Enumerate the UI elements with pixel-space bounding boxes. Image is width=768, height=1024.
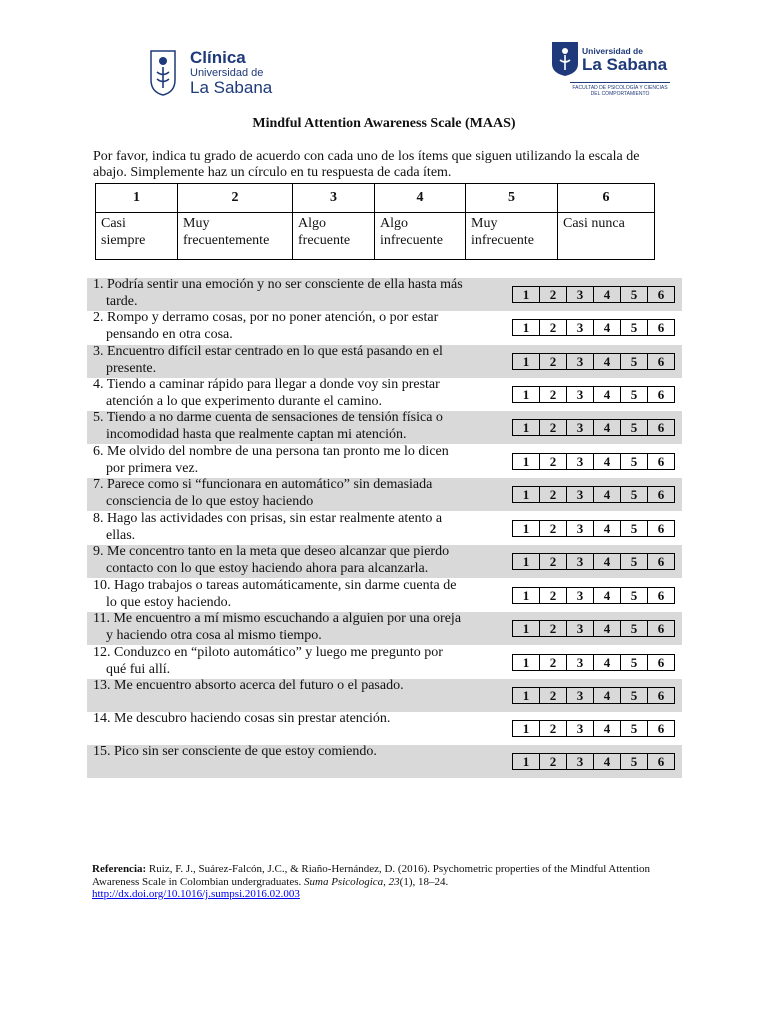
scale-number: 1 bbox=[96, 184, 178, 213]
response-option-3[interactable]: 3 bbox=[567, 655, 594, 671]
shield-icon bbox=[150, 50, 176, 96]
response-boxes bbox=[512, 353, 675, 370]
response-option-6[interactable]: 6 bbox=[648, 454, 675, 470]
response-option-3[interactable]: 3 bbox=[567, 621, 594, 637]
question-line: Podría sentir una emoción y no ser consciente de ella hasta más bbox=[107, 277, 463, 292]
question-line: Me encuentro absorto acerca del futuro o el pasado. bbox=[114, 678, 404, 693]
question-text bbox=[93, 645, 508, 678]
response-option-5[interactable]: 5 bbox=[621, 554, 648, 570]
question-line: presente. bbox=[106, 360, 157, 376]
question-text bbox=[93, 444, 508, 477]
response-option-6[interactable]: 6 bbox=[648, 588, 675, 604]
question-text bbox=[93, 711, 508, 728]
scale-number: 3 bbox=[293, 184, 375, 213]
question-line: 9. bbox=[93, 544, 104, 559]
question-row bbox=[87, 378, 682, 411]
crest-icon bbox=[552, 42, 578, 76]
response-option-2[interactable]: 2 bbox=[540, 688, 567, 704]
question-line: pensando en otra cosa. bbox=[106, 326, 233, 342]
response-boxes bbox=[512, 587, 675, 604]
scale-number: 4 bbox=[375, 184, 466, 213]
response-boxes bbox=[512, 687, 675, 704]
response-option-6[interactable]: 6 bbox=[648, 554, 675, 570]
question-line: 13. bbox=[93, 678, 111, 693]
question-row bbox=[87, 745, 682, 778]
reference-label: Referencia: bbox=[92, 863, 147, 875]
response-boxes bbox=[512, 620, 675, 637]
response-option-6[interactable]: 6 bbox=[648, 754, 675, 770]
response-option-1[interactable]: 1 bbox=[513, 287, 540, 303]
logo-left-line3: La Sabana bbox=[190, 78, 273, 97]
question-text bbox=[93, 544, 508, 577]
response-option-1[interactable]: 1 bbox=[513, 320, 540, 336]
response-option-4[interactable]: 4 bbox=[594, 487, 621, 503]
response-option-5[interactable]: 5 bbox=[621, 287, 648, 303]
question-text bbox=[93, 744, 508, 761]
response-option-3[interactable]: 3 bbox=[567, 487, 594, 503]
response-option-2[interactable]: 2 bbox=[540, 521, 567, 537]
response-option-4[interactable]: 4 bbox=[594, 521, 621, 537]
question-row bbox=[87, 445, 682, 478]
response-boxes bbox=[512, 753, 675, 770]
response-option-3[interactable]: 3 bbox=[567, 287, 594, 303]
response-option-4[interactable]: 4 bbox=[594, 320, 621, 336]
doi-link[interactable]: http://dx.doi.org/10.1016/j.sumpsi.2016.02.003 bbox=[92, 888, 300, 900]
question-text bbox=[93, 477, 508, 510]
question-row bbox=[87, 278, 682, 311]
response-option-5[interactable]: 5 bbox=[621, 320, 648, 336]
response-option-3[interactable]: 3 bbox=[567, 454, 594, 470]
response-option-5[interactable]: 5 bbox=[621, 688, 648, 704]
response-option-3[interactable]: 3 bbox=[567, 320, 594, 336]
question-line: contacto con lo que estoy haciendo ahora para alcanzarla. bbox=[106, 560, 429, 576]
response-option-2[interactable]: 2 bbox=[540, 320, 567, 336]
question-line: Hago las actividades con prisas, sin estar realmente atento a bbox=[107, 511, 443, 526]
response-option-3[interactable]: 3 bbox=[567, 420, 594, 436]
response-option-2[interactable]: 2 bbox=[540, 655, 567, 671]
response-option-6[interactable]: 6 bbox=[648, 487, 675, 503]
logo-left-line1: Clínica bbox=[190, 48, 246, 67]
question-row bbox=[87, 712, 682, 745]
question-text bbox=[93, 310, 508, 343]
question-line: Me descubro haciendo cosas sin prestar atención. bbox=[114, 711, 391, 726]
response-option-2[interactable]: 2 bbox=[540, 354, 567, 370]
response-option-1[interactable]: 1 bbox=[513, 754, 540, 770]
scale-number: 6 bbox=[558, 184, 655, 213]
response-option-4[interactable]: 4 bbox=[594, 354, 621, 370]
response-option-2[interactable]: 2 bbox=[540, 454, 567, 470]
question-text bbox=[93, 344, 508, 377]
logo-divider bbox=[570, 82, 670, 83]
logo-right-line3: FACULTAD DE PSICOLOGÍA Y CIENCIAS DEL COMPORTAMIENTO bbox=[572, 85, 668, 97]
question-line: 5. bbox=[93, 410, 104, 425]
response-option-1[interactable]: 1 bbox=[513, 454, 540, 470]
question-line: 3. bbox=[93, 344, 104, 359]
response-option-4[interactable]: 4 bbox=[594, 721, 621, 737]
question-line: Me concentro tanto en la meta que deseo alcanzar que pierdo bbox=[107, 544, 450, 559]
question-line: 7. bbox=[93, 477, 104, 492]
question-line: Hago trabajos o tareas automáticamente, sin darme cuenta de bbox=[114, 578, 457, 593]
logo-left-line2: Universidad de bbox=[190, 67, 264, 79]
response-option-5[interactable]: 5 bbox=[621, 387, 648, 403]
response-option-4[interactable]: 4 bbox=[594, 387, 621, 403]
question-text bbox=[93, 511, 508, 544]
instructions: Por favor, indica tu grado de acuerdo con cada uno de los ítems que siguen utilizando la escala de abajo. Simplemente haz un círculo en tu respuesta de cada ítem. bbox=[93, 149, 640, 180]
response-option-2[interactable]: 2 bbox=[540, 287, 567, 303]
response-option-2[interactable]: 2 bbox=[540, 554, 567, 570]
question-line: 4. bbox=[93, 377, 104, 392]
question-line: Tiendo a no darme cuenta de sensaciones de tensión física o bbox=[106, 410, 443, 425]
question-line: ellas. bbox=[106, 527, 136, 543]
question-line: Conduzco en “piloto automático” y luego me pregunto por bbox=[114, 645, 443, 660]
question-text bbox=[93, 377, 508, 410]
response-option-4[interactable]: 4 bbox=[594, 454, 621, 470]
response-boxes bbox=[512, 654, 675, 671]
response-boxes bbox=[512, 286, 675, 303]
question-line: atención a lo que experimento durante el camino. bbox=[106, 393, 383, 409]
response-boxes bbox=[512, 520, 675, 537]
response-option-4[interactable]: 4 bbox=[594, 621, 621, 637]
response-option-3[interactable]: 3 bbox=[567, 387, 594, 403]
reference-text: Ruiz, F. J., Suárez-Falcón, J.C., & Riaño-Hernández, D. (2016). Psychometric properties of the Mindful Attention Awareness Scale in Colombian undergraduates. bbox=[92, 863, 650, 888]
response-option-6[interactable]: 6 bbox=[648, 387, 675, 403]
question-line: consciencia de lo que estoy haciendo bbox=[106, 493, 314, 509]
response-option-1[interactable]: 1 bbox=[513, 487, 540, 503]
response-boxes bbox=[512, 319, 675, 336]
question-row bbox=[87, 512, 682, 545]
question-text bbox=[93, 611, 508, 644]
question-row bbox=[87, 579, 682, 612]
response-option-4[interactable]: 4 bbox=[594, 688, 621, 704]
question-line: Encuentro difícil estar centrado en lo que está pasando en el bbox=[107, 344, 443, 359]
question-row bbox=[87, 311, 682, 344]
response-option-6[interactable]: 6 bbox=[648, 621, 675, 637]
question-row bbox=[87, 612, 682, 645]
reference-tail: (1), 18–24. bbox=[399, 875, 449, 888]
page-title: Mindful Attention Awareness Scale (MAAS) bbox=[252, 116, 516, 131]
response-boxes bbox=[512, 386, 675, 403]
question-line: 12. bbox=[93, 645, 111, 660]
question-line: lo que estoy haciendo. bbox=[106, 594, 232, 610]
response-option-6[interactable]: 6 bbox=[648, 320, 675, 336]
response-option-4[interactable]: 4 bbox=[594, 655, 621, 671]
question-line: por primera vez. bbox=[106, 460, 199, 476]
reference-journal: Suma Psicologica, 23 bbox=[304, 875, 400, 888]
response-option-6[interactable]: 6 bbox=[648, 721, 675, 737]
question-text bbox=[93, 410, 508, 443]
response-boxes bbox=[512, 720, 675, 737]
question-row bbox=[87, 478, 682, 511]
question-line: Me olvido del nombre de una persona tan pronto me lo dicen bbox=[107, 444, 449, 459]
response-boxes bbox=[512, 553, 675, 570]
response-option-2[interactable]: 2 bbox=[540, 721, 567, 737]
response-option-4[interactable]: 4 bbox=[594, 420, 621, 436]
response-option-4[interactable]: 4 bbox=[594, 588, 621, 604]
response-option-3[interactable]: 3 bbox=[567, 521, 594, 537]
response-option-6[interactable]: 6 bbox=[648, 287, 675, 303]
question-line: incomodidad hasta que realmente captan mi atención. bbox=[106, 426, 407, 442]
response-option-1[interactable]: 1 bbox=[513, 655, 540, 671]
response-option-3[interactable]: 3 bbox=[567, 354, 594, 370]
response-option-1[interactable]: 1 bbox=[513, 554, 540, 570]
scale-number: 2 bbox=[178, 184, 293, 213]
response-option-5[interactable]: 5 bbox=[621, 655, 648, 671]
question-line: 14. bbox=[93, 711, 111, 726]
response-option-2[interactable]: 2 bbox=[540, 621, 567, 637]
logo-right-line1: Universidad de bbox=[582, 46, 643, 56]
question-line: 15. bbox=[93, 744, 111, 759]
scale-label: Muy infrecuente bbox=[466, 213, 558, 260]
response-option-3[interactable]: 3 bbox=[567, 721, 594, 737]
scale-label: Algo frecuente bbox=[293, 213, 375, 260]
scale-label: Casi siempre bbox=[96, 213, 178, 260]
question-row bbox=[87, 646, 682, 679]
response-option-6[interactable]: 6 bbox=[648, 688, 675, 704]
scale-label: Algo infrecuente bbox=[375, 213, 466, 260]
clinica-logo bbox=[150, 48, 290, 100]
response-option-3[interactable]: 3 bbox=[567, 554, 594, 570]
question-line: 10. bbox=[93, 578, 111, 593]
scale-label: Muy frecuentemente bbox=[178, 213, 293, 260]
response-boxes bbox=[512, 486, 675, 503]
response-option-5[interactable]: 5 bbox=[621, 721, 648, 737]
response-option-1[interactable]: 1 bbox=[513, 387, 540, 403]
question-row bbox=[87, 545, 682, 578]
question-line: Parece como si “funcionara en automático” sin demasiada bbox=[107, 477, 433, 492]
question-line: 1. bbox=[93, 277, 104, 292]
question-line: Pico sin ser consciente de que estoy comiendo. bbox=[114, 744, 377, 759]
response-option-1[interactable]: 1 bbox=[513, 621, 540, 637]
response-option-4[interactable]: 4 bbox=[594, 554, 621, 570]
response-option-3[interactable]: 3 bbox=[567, 588, 594, 604]
response-option-1[interactable]: 1 bbox=[513, 521, 540, 537]
question-line: 2. bbox=[93, 310, 104, 325]
response-boxes bbox=[512, 419, 675, 436]
response-option-1[interactable]: 1 bbox=[513, 588, 540, 604]
question-row bbox=[87, 679, 682, 712]
response-option-5[interactable]: 5 bbox=[621, 454, 648, 470]
scale-number: 5 bbox=[466, 184, 558, 213]
response-option-5[interactable]: 5 bbox=[621, 354, 648, 370]
response-option-6[interactable]: 6 bbox=[648, 655, 675, 671]
question-line: Tiendo a caminar rápido para llegar a donde voy sin prestar bbox=[106, 377, 440, 392]
question-row bbox=[87, 345, 682, 378]
response-option-5[interactable]: 5 bbox=[621, 621, 648, 637]
response-option-6[interactable]: 6 bbox=[648, 420, 675, 436]
response-option-5[interactable]: 5 bbox=[621, 420, 648, 436]
question-line: qué fui allí. bbox=[106, 661, 171, 677]
response-option-5[interactable]: 5 bbox=[621, 588, 648, 604]
response-option-2[interactable]: 2 bbox=[540, 420, 567, 436]
question-line: y haciendo otra cosa al mismo tiempo. bbox=[106, 627, 322, 643]
question-line: tarde. bbox=[106, 293, 138, 309]
question-text bbox=[93, 578, 508, 611]
response-option-1[interactable]: 1 bbox=[513, 688, 540, 704]
response-option-5[interactable]: 5 bbox=[621, 754, 648, 770]
scale-legend-table bbox=[95, 183, 655, 260]
question-line: 11. bbox=[93, 611, 110, 626]
response-option-4[interactable]: 4 bbox=[594, 754, 621, 770]
response-option-1[interactable]: 1 bbox=[513, 354, 540, 370]
response-option-2[interactable]: 2 bbox=[540, 487, 567, 503]
universidad-logo bbox=[552, 42, 692, 100]
question-line: 6. bbox=[93, 444, 104, 459]
question-line: 8. bbox=[93, 511, 104, 526]
response-option-5[interactable]: 5 bbox=[621, 521, 648, 537]
response-option-4[interactable]: 4 bbox=[594, 287, 621, 303]
response-option-6[interactable]: 6 bbox=[648, 521, 675, 537]
question-text bbox=[93, 678, 508, 695]
response-boxes bbox=[512, 453, 675, 470]
response-option-3[interactable]: 3 bbox=[567, 688, 594, 704]
response-option-6[interactable]: 6 bbox=[648, 354, 675, 370]
response-option-2[interactable]: 2 bbox=[540, 754, 567, 770]
scale-label: Casi nunca bbox=[558, 213, 655, 260]
response-option-2[interactable]: 2 bbox=[540, 387, 567, 403]
question-text bbox=[93, 277, 508, 310]
response-option-1[interactable]: 1 bbox=[513, 420, 540, 436]
response-option-3[interactable]: 3 bbox=[567, 754, 594, 770]
question-row bbox=[87, 411, 682, 444]
response-option-2[interactable]: 2 bbox=[540, 588, 567, 604]
question-line: Me encuentro a mí mismo escuchando a alguien por una oreja bbox=[113, 611, 462, 626]
reference bbox=[92, 863, 692, 901]
response-option-1[interactable]: 1 bbox=[513, 721, 540, 737]
response-option-5[interactable]: 5 bbox=[621, 487, 648, 503]
logo-right-line2: La Sabana bbox=[582, 55, 668, 74]
question-line: Rompo y derramo cosas, por no poner atención, o por estar bbox=[107, 310, 439, 325]
